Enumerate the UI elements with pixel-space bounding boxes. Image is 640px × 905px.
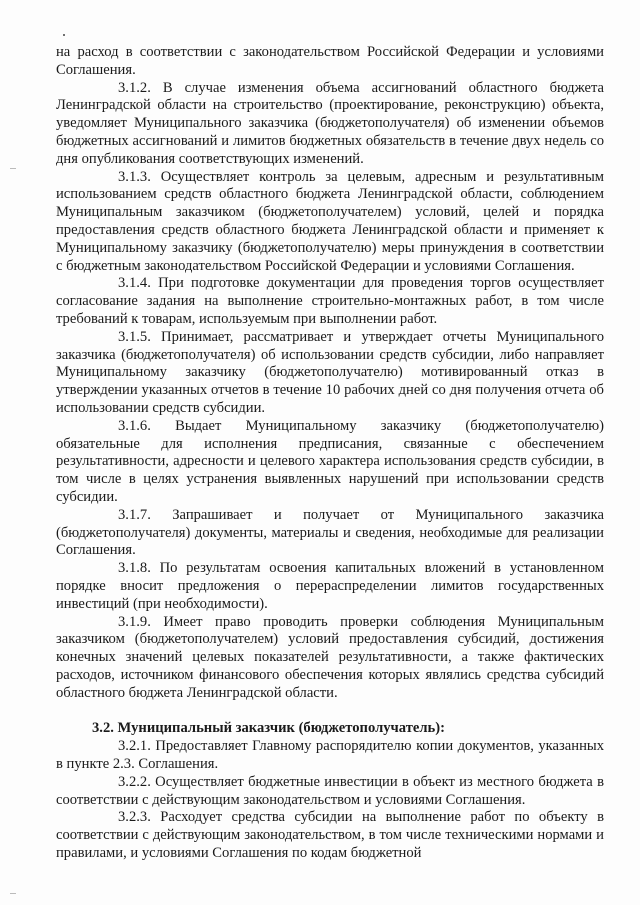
document-body — [56, 44, 604, 863]
paragraph-3-2-3: 3.2.3. Расходует средства субсидии на выполнение работ по объекту в соответствии с действующим законодательством, в том числе техническими нормами и правилами, и условиями Соглашения по кодам бюджетной — [56, 809, 604, 862]
paragraph-3-2-2: 3.2.2. Осуществляет бюджетные инвестиции в объект из местного бюджета в соответствии с действующим законодательством и условиями Соглашения. — [56, 773, 604, 808]
paragraph-3-1-7: 3.1.7. Запрашивает и получает от Муниципального заказчика (бюджетополучателя) документы, материалы и сведения, необходимые для реализации Соглашения. — [56, 506, 604, 559]
paragraph-3-1-9: 3.1.9. Имеет право проводить проверки соблюдения Муниципальным заказчиком (бюджетополучателем) условий предоставления субсидий, достижения конечных значений целевых показателей результативности, а также фактических расходов, источником финансового обеспечения которых являлись средства субсидий областного бюджета Ленинградской области. — [56, 613, 604, 701]
section-heading-3-2: 3.2. Муниципальный заказчик (бюджетополучатель): — [92, 720, 445, 737]
paragraph-3-1-6: 3.1.6. Выдает Муниципальному заказчику (бюджетополучателю) обязательные для исполнения предписания, связанные с обеспечением результативности, адресности и целевого характера использования средств субсидии, в том числе в целях устранения выявленных нарушений при использовании средств субсидии. — [56, 417, 604, 505]
scan-speck — [63, 34, 65, 36]
paragraph-3-1-5: 3.1.5. Принимает, рассматривает и утверждает отчеты Муниципального заказчика (бюджетополучателя) об использовании средств субсидии, либо направляет Муниципальному заказчику (бюджетополучателю) мотивированный отказ в утверждении указанных отчетов в течение 10 рабочих дней со дня получения отчета об использовании средств субсидии. — [56, 328, 604, 416]
paragraph-3-1-8: 3.1.8. По результатам освоения капитальных вложений в установленном порядке вносит предложения о перераспределении лимитов государственных инвестиций (при необходимости). — [56, 560, 604, 612]
paragraph-3-1-4: 3.1.4. При подготовке документации для проведения торгов осуществляет согласование задания на выполнение строительно-монтажных работ, в том числе требований к товарам, используемым при выполнении работ. — [56, 275, 604, 327]
paragraph-3-1-2: 3.1.2. В случае изменения объема ассигнований областного бюджета Ленинградской области на строительство (проектирование, реконструкцию) объекта, уведомляет Муниципального заказчика (бюджетополучателя) об изменении объемов бюджетных ассигнований и лимитов бюджетных обязательств в течение двух недель со дня опубликования соответствующих изменений. — [56, 79, 604, 167]
scan-mark — [10, 893, 16, 894]
paragraph-continuation: на расход в соответствии с законодательством Российской Федерации и условиями Соглашения. — [56, 44, 604, 78]
paragraph-3-1-3: 3.1.3. Осуществляет контроль за целевым, адресным и результативным использованием средств областного бюджета Ленинградской области, соблюдением Муниципальным заказчиком (бюджетополучателем) условий, целей и порядка предоставления средств областного бюджета Ленинградской области и применяет к Муниципальному заказчику (бюджетополучателю) меры принуждения в соответствии с бюджетным законодательством Российской Федерации и условиями Соглашения. — [56, 168, 604, 274]
paragraph-3-2-1: 3.2.1. Предоставляет Главному распорядителю копии документов, указанных в пункте 2.3. Соглашения. — [56, 738, 604, 773]
scan-mark — [10, 168, 16, 169]
